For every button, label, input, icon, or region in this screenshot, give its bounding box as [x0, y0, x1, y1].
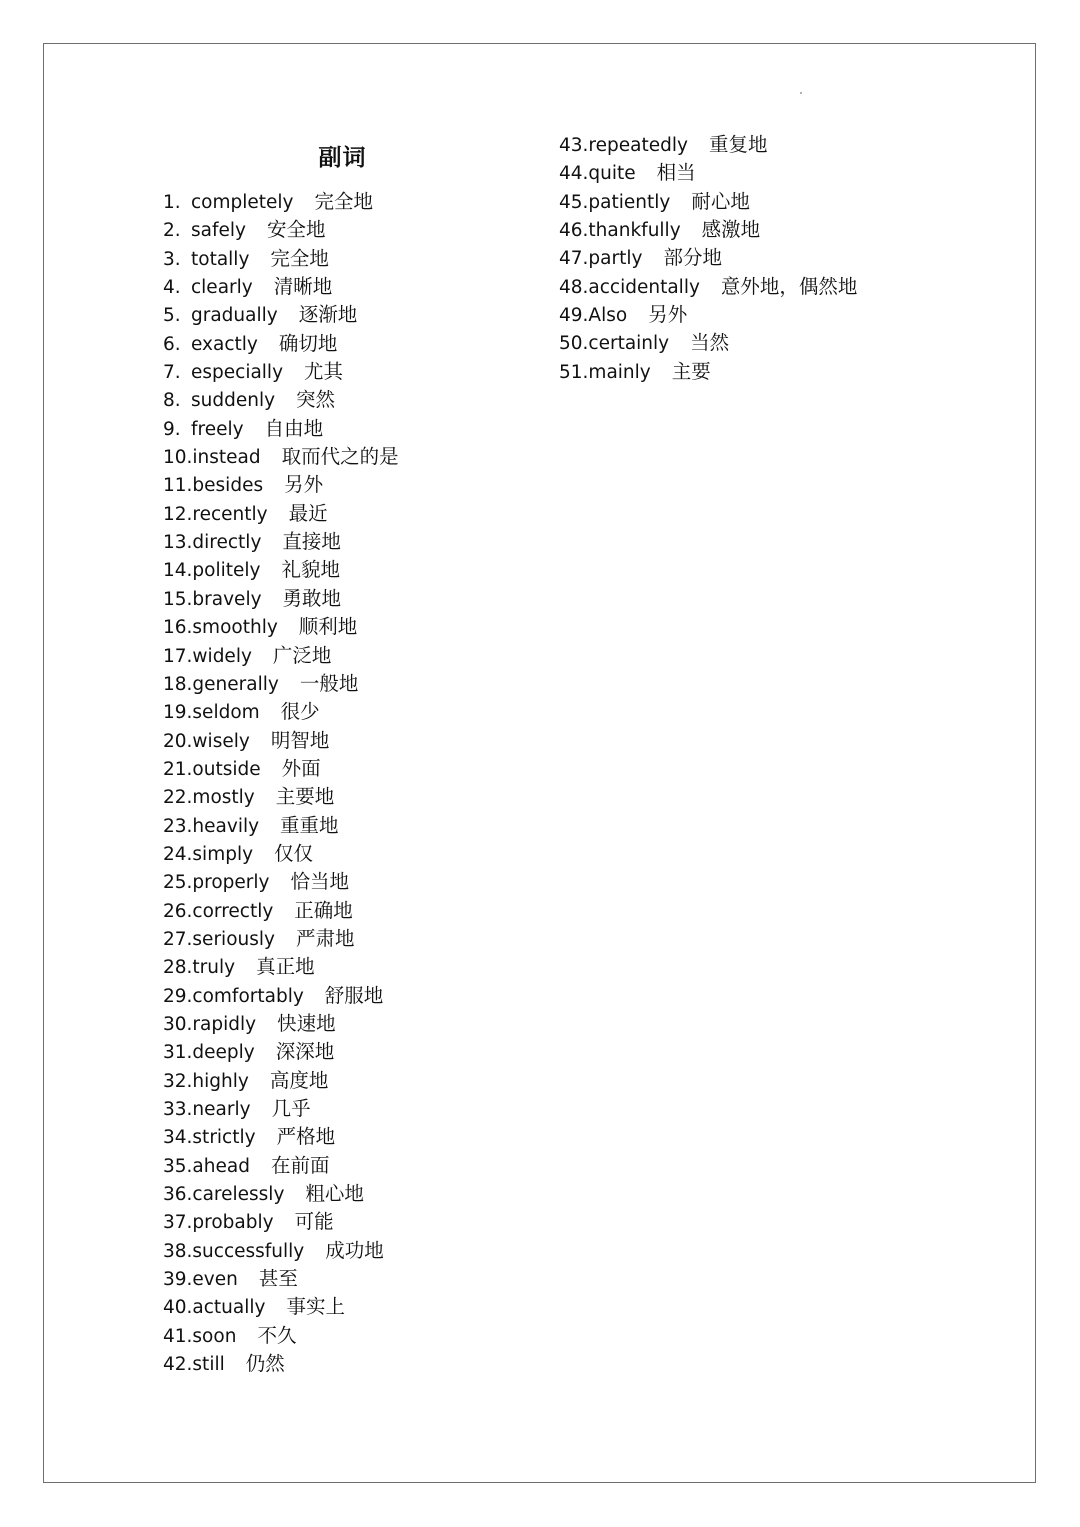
entry-number: 46. — [559, 220, 589, 242]
entry-chinese-meaning: 另外 — [284, 473, 324, 497]
entry-number: 1. — [163, 192, 181, 213]
entry-chinese-meaning: 重重地 — [280, 813, 339, 837]
entry-chinese-meaning: 正确地 — [294, 898, 353, 922]
entry-number: 5. — [163, 305, 181, 327]
entry-chinese-meaning: 主要地 — [275, 785, 335, 809]
entry-english-word: widely — [192, 645, 252, 667]
entry-number: 35. — [163, 1155, 193, 1177]
word-entry — [163, 727, 543, 755]
entry-english-word: freely — [191, 418, 244, 440]
entry-chinese-meaning: 自由地 — [264, 416, 324, 440]
entry-number: 42. — [163, 1354, 193, 1376]
entry-english-word: bravely — [192, 588, 262, 610]
entry-english-word: carelessly — [192, 1184, 285, 1206]
entry-number: 6. — [163, 333, 181, 355]
entry-chinese-meaning: 逐渐地 — [298, 303, 358, 327]
word-entry — [163, 925, 543, 953]
entry-chinese-meaning: 尤其 — [304, 360, 344, 384]
entry-number: 15. — [163, 588, 193, 610]
entry-chinese-meaning: 当然 — [690, 331, 730, 355]
entry-chinese-meaning: 仍然 — [245, 1352, 285, 1376]
entry-english-word: rapidly — [192, 1013, 257, 1035]
word-entry — [163, 556, 543, 584]
entry-english-word: patiently — [588, 191, 671, 213]
entry-english-word: truly — [192, 957, 236, 979]
entry-chinese-meaning: 深深地 — [275, 1040, 335, 1064]
entry-chinese-meaning: 确切地 — [278, 331, 338, 355]
word-entry — [163, 301, 543, 329]
entry-english-word: Also — [588, 305, 628, 327]
entry-number: 19. — [163, 702, 193, 724]
entry-number: 28. — [163, 957, 193, 979]
entry-number: 33. — [163, 1099, 193, 1120]
word-entry — [163, 216, 543, 244]
word-entry — [559, 131, 979, 159]
entry-english-word: safely — [191, 220, 246, 242]
word-entry — [559, 329, 979, 357]
entry-english-word: probably — [192, 1212, 274, 1234]
entry-number: 34. — [163, 1127, 193, 1149]
entry-english-word: generally — [192, 673, 279, 695]
entry-chinese-meaning: 粗心地 — [305, 1182, 364, 1206]
word-entry — [559, 358, 979, 386]
entry-english-word: still — [192, 1354, 225, 1376]
entry-chinese-meaning: 不久 — [257, 1323, 297, 1347]
entry-number: 3. — [163, 248, 181, 270]
entry-chinese-meaning: 礼貌地 — [281, 558, 341, 582]
entry-english-word: seriously — [192, 928, 275, 950]
entry-english-word: nearly — [192, 1099, 251, 1120]
entry-number: 41. — [163, 1325, 193, 1347]
entry-english-word: strictly — [192, 1127, 256, 1149]
word-entry — [163, 330, 543, 358]
entry-english-word: completely — [191, 192, 294, 213]
entry-english-word: properly — [192, 872, 270, 894]
word-entry — [163, 812, 543, 840]
word-entry — [559, 273, 979, 301]
entry-number: 38. — [163, 1240, 193, 1262]
entry-chinese-meaning: 意外地，偶然地 — [720, 274, 858, 298]
entry-chinese-meaning: 感激地 — [701, 218, 761, 242]
entry-chinese-meaning: 勇敢地 — [282, 586, 342, 610]
entry-english-word: clearly — [191, 277, 253, 299]
entry-number: 51. — [559, 361, 589, 383]
entry-english-word: heavily — [192, 815, 260, 837]
entry-english-word: outside — [192, 758, 261, 780]
entry-number: 43. — [559, 135, 589, 156]
entry-number: 49. — [559, 305, 589, 327]
page-speck — [800, 92, 802, 94]
entry-english-word: repeatedly — [588, 135, 688, 156]
entry-english-word: gradually — [191, 305, 278, 327]
entry-chinese-meaning: 仅仅 — [274, 841, 314, 865]
entry-number: 36. — [163, 1184, 193, 1206]
word-entry — [163, 783, 543, 811]
entry-number: 10. — [163, 447, 193, 469]
entry-english-word: certainly — [588, 333, 670, 355]
entry-number: 7. — [163, 362, 181, 384]
word-entry — [163, 953, 543, 981]
entry-number: 39. — [163, 1269, 193, 1291]
entry-chinese-meaning: 安全地 — [266, 218, 326, 242]
entry-chinese-meaning: 外面 — [281, 756, 321, 780]
entry-chinese-meaning: 几乎 — [271, 1097, 311, 1120]
word-entry — [559, 301, 979, 329]
word-entry — [163, 1180, 543, 1208]
entry-number: 17. — [163, 645, 193, 667]
entry-english-word: simply — [192, 843, 254, 865]
word-entry — [163, 1152, 543, 1180]
entry-chinese-meaning: 严肃地 — [295, 926, 355, 950]
entry-chinese-meaning: 恰当地 — [290, 870, 350, 894]
word-entry — [163, 755, 543, 783]
word-entry — [163, 613, 543, 641]
entry-chinese-meaning: 一般地 — [299, 671, 359, 695]
entry-english-word: instead — [192, 447, 261, 469]
entry-chinese-meaning: 突然 — [296, 388, 336, 412]
entry-chinese-meaning: 严格地 — [276, 1125, 336, 1149]
word-entry — [163, 443, 543, 471]
entry-english-word: actually — [192, 1297, 266, 1319]
entry-number: 8. — [163, 390, 181, 412]
entry-number: 37. — [163, 1212, 193, 1234]
entry-number: 30. — [163, 1013, 193, 1035]
entry-english-word: mainly — [588, 361, 651, 383]
entry-chinese-meaning: 直接地 — [282, 530, 341, 554]
entry-number: 29. — [163, 985, 193, 1007]
entry-english-word: quite — [588, 163, 636, 185]
entry-number: 47. — [559, 248, 589, 270]
entry-chinese-meaning: 完全地 — [270, 246, 329, 270]
entry-chinese-meaning: 相当 — [656, 161, 696, 185]
entry-english-word: suddenly — [191, 390, 276, 412]
word-entry — [163, 897, 543, 925]
entry-number: 21. — [163, 758, 193, 780]
entry-number: 32. — [163, 1070, 193, 1092]
entry-chinese-meaning: 顺利地 — [298, 615, 358, 639]
entry-english-word: wisely — [192, 730, 250, 752]
word-entry — [163, 982, 543, 1010]
entry-number: 2. — [163, 220, 181, 242]
entry-english-word: seldom — [192, 702, 260, 724]
entry-chinese-meaning: 成功地 — [325, 1238, 384, 1262]
word-entry — [163, 868, 543, 896]
entry-number: 13. — [163, 532, 193, 554]
entry-chinese-meaning: 事实上 — [286, 1295, 345, 1319]
word-entry — [163, 188, 543, 216]
entry-chinese-meaning: 舒服地 — [324, 983, 384, 1007]
entry-number: 23. — [163, 815, 193, 837]
word-entry — [163, 1038, 543, 1066]
entry-number: 4. — [163, 277, 181, 299]
word-entry — [559, 244, 979, 272]
word-entry — [163, 245, 543, 273]
word-entry — [559, 159, 979, 187]
entry-chinese-meaning: 取而代之的是 — [281, 445, 399, 469]
word-entry — [559, 216, 979, 244]
word-entry — [163, 1010, 543, 1038]
entry-english-word: mostly — [192, 787, 255, 809]
entry-chinese-meaning: 部分地 — [663, 246, 722, 270]
word-entry — [163, 670, 543, 698]
entry-chinese-meaning: 很少 — [280, 700, 320, 724]
entry-english-word: even — [192, 1269, 238, 1291]
entry-english-word: comfortably — [192, 985, 304, 1007]
entry-chinese-meaning: 另外 — [648, 303, 688, 327]
word-entry — [559, 188, 979, 216]
entry-english-word: besides — [192, 475, 264, 497]
entry-number: 31. — [163, 1042, 193, 1064]
page-title: 副词 — [318, 144, 367, 171]
word-entry — [163, 1265, 543, 1293]
entry-number: 16. — [163, 617, 193, 639]
word-entry — [163, 528, 543, 556]
word-entry — [163, 386, 543, 414]
word-entry — [163, 1293, 543, 1321]
entry-number: 14. — [163, 560, 193, 582]
entry-chinese-meaning: 真正地 — [256, 955, 315, 979]
word-entry — [163, 585, 543, 613]
entry-number: 26. — [163, 900, 193, 922]
entry-english-word: recently — [192, 503, 268, 525]
entry-number: 45. — [559, 191, 589, 213]
entry-chinese-meaning: 最近 — [288, 501, 328, 525]
entry-number: 22. — [163, 787, 193, 809]
word-entry — [163, 642, 543, 670]
entry-chinese-meaning: 完全地 — [314, 190, 374, 213]
word-entry — [163, 415, 543, 443]
entry-number: 50. — [559, 333, 589, 355]
word-entry — [163, 358, 543, 386]
entry-chinese-meaning: 可能 — [294, 1210, 334, 1234]
word-entry — [163, 1322, 543, 1350]
entry-english-word: thankfully — [588, 220, 681, 242]
word-entry — [163, 1237, 543, 1265]
entry-number: 25. — [163, 872, 193, 894]
entry-english-word: correctly — [192, 900, 274, 922]
entry-chinese-meaning: 广泛地 — [272, 643, 332, 667]
word-entry — [163, 840, 543, 868]
entry-number: 48. — [559, 276, 589, 298]
word-entry — [163, 1067, 543, 1095]
entry-chinese-meaning: 主要 — [671, 359, 711, 383]
entry-number: 18. — [163, 673, 193, 695]
word-entry — [163, 1208, 543, 1236]
word-entry — [163, 1123, 543, 1151]
entry-number: 24. — [163, 843, 193, 865]
word-entry — [163, 698, 543, 726]
entry-chinese-meaning: 明智地 — [270, 728, 330, 752]
entry-number: 11. — [163, 475, 193, 497]
entry-number: 9. — [163, 418, 181, 440]
entry-chinese-meaning: 高度地 — [269, 1068, 329, 1092]
entry-english-word: soon — [192, 1325, 237, 1347]
entry-chinese-meaning: 在前面 — [270, 1153, 330, 1177]
entry-chinese-meaning: 甚至 — [258, 1267, 298, 1291]
word-entry — [163, 273, 543, 301]
entry-english-word: directly — [192, 532, 262, 554]
entry-english-word: politely — [192, 560, 261, 582]
entry-number: 44. — [559, 163, 589, 185]
entry-chinese-meaning: 重复地 — [708, 133, 768, 156]
word-entry — [163, 500, 543, 528]
entry-number: 12. — [163, 503, 193, 525]
entry-english-word: accidentally — [588, 276, 700, 298]
entry-chinese-meaning: 快速地 — [277, 1011, 336, 1035]
entry-english-word: ahead — [192, 1155, 250, 1177]
word-entry — [163, 471, 543, 499]
entry-english-word: smoothly — [192, 617, 278, 639]
entry-english-word: exactly — [191, 333, 258, 355]
entry-english-word: totally — [191, 248, 250, 270]
word-entry — [163, 1095, 543, 1123]
entry-number: 27. — [163, 928, 193, 950]
entry-english-word: successfully — [192, 1240, 305, 1262]
word-list-right-column — [559, 131, 979, 386]
word-entry — [163, 1350, 543, 1378]
entry-english-word: highly — [192, 1070, 249, 1092]
entry-chinese-meaning: 耐心地 — [691, 189, 750, 213]
word-list-left-column — [163, 188, 543, 1378]
entry-english-word: deeply — [192, 1042, 255, 1064]
entry-chinese-meaning: 清晰地 — [273, 275, 333, 299]
entry-number: 40. — [163, 1297, 193, 1319]
entry-english-word: especially — [191, 362, 284, 384]
entry-number: 20. — [163, 730, 193, 752]
entry-english-word: partly — [588, 248, 643, 270]
